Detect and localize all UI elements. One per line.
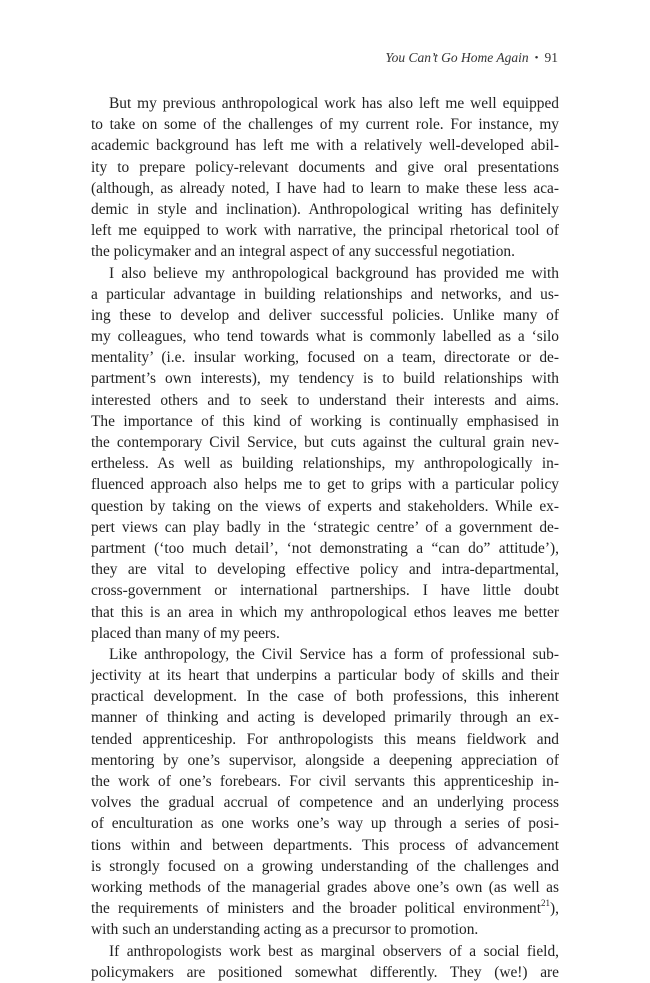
text-line: tions within and between departments. This process of advancement (91, 836, 559, 854)
text-line: Like anthropology, the Civil Service has a form of professional sub- (109, 645, 559, 663)
text-line: partment (‘too much detail’, ‘not demonstrating a “can do” attitude’), (91, 539, 559, 557)
text-line: the policymaker and an integral aspect of any successful negotiation. (91, 243, 515, 261)
header-separator: • (534, 52, 539, 64)
page-number: 91 (544, 50, 558, 65)
text-line: jectivity at its heart that underpins a particular body of skills and their (91, 667, 559, 685)
text-line: placed than many of my peers. (91, 624, 280, 642)
text-line: the work of one’s forebears. For civil servants this apprenticeship in- (91, 773, 559, 790)
text-line: policymakers are positioned somewhat differently. They (we!) are (91, 963, 559, 981)
text-line: is strongly focused on a growing understanding of the challenges and (91, 857, 559, 875)
text-line: partment’s own interests), my tendency is to build relationships with (91, 370, 559, 388)
text-line: I also believe my anthropological background has provided me with (109, 264, 559, 282)
footnote-reference: 21 (541, 898, 551, 908)
paragraph (91, 644, 559, 941)
text-line: manner of thinking and acting is developed primarily through an ex- (91, 709, 559, 727)
text-line: with such an understanding acting as a precursor to promotion. (91, 921, 479, 939)
text-line: ing these to develop and deliver successful policies. Unlike many of (91, 306, 559, 324)
text-line: left me equipped to work with narrative, the principal rhetorical tool of (91, 222, 559, 240)
text-line: a particular advantage in building relationships and networks, and us- (91, 285, 559, 303)
text-line: practical development. In the case of both professions, this inherent (91, 688, 559, 706)
text-line: of enculturation as one works one’s way up through a series of posi- (91, 815, 559, 833)
text-line: If anthropologists work best as marginal observers of a social field, (109, 942, 559, 960)
text-line: demic in style and inclination). Anthropological writing has definitely (91, 200, 559, 218)
text-line: cross-government or international partnerships. I have little doubt (91, 582, 559, 600)
text-line: to take on some of the challenges of my current role. For instance, my (91, 116, 559, 134)
paragraph (91, 941, 559, 983)
text-line: working methods of the managerial grades above one’s own (as well as (91, 878, 559, 896)
text-line: But my previous anthropological work has also left me well equipped (109, 95, 559, 112)
text-line: mentality’ (i.e. insular working, focused on a team, directorate or de- (91, 349, 559, 367)
text-line: question by taking on the views of experts and stakeholders. While ex- (91, 497, 559, 515)
text-line: academic background has left me with a relatively well-developed abil- (91, 137, 559, 155)
text-line: my colleagues, who tend towards what is commonly labelled as a ‘silo (91, 328, 559, 346)
chapter-title: You Can’t Go Home Again (385, 50, 529, 65)
text-line-content: the requirements of ministers and the broader political environment (91, 900, 542, 918)
text-line-with-footnote (91, 898, 559, 919)
text-line: The importance of this kind of working is continually emphasised in (91, 412, 559, 430)
text-line: mentoring by one’s supervisor, alongside a deepening appreciation of (91, 751, 559, 769)
text-line: interested others and to seek to understand their interests and aims. (91, 391, 559, 409)
text-line: the contemporary Civil Service, but cuts against the cultural grain nev- (91, 434, 559, 451)
text-line-tail: ), (550, 900, 559, 918)
text-line: volves the gradual accrual of competence and an underlying process (91, 794, 559, 812)
text-line: that this is an area in which my anthropological ethos leaves me better (91, 603, 559, 621)
text-line: fluenced approach also helps me to get to grips with a particular policy (91, 476, 559, 494)
body-text (91, 93, 559, 983)
text-line: ertheless. As well as building relationships, my anthropologically in- (91, 455, 559, 473)
text-line: ity to prepare policy-relevant documents and give oral presentations (91, 158, 559, 176)
text-line: (although, as already noted, I have had to learn to make these less aca- (91, 179, 559, 197)
text-line: they are vital to developing effective policy and intra-departmental, (91, 561, 559, 579)
paragraph (91, 93, 559, 263)
text-line: tended apprenticeship. For anthropologists this means fieldwork and (91, 730, 559, 748)
running-header (385, 50, 558, 66)
text-line: pert views can play badly in the ‘strategic centre’ of a government de- (91, 518, 559, 536)
paragraph (91, 263, 559, 644)
